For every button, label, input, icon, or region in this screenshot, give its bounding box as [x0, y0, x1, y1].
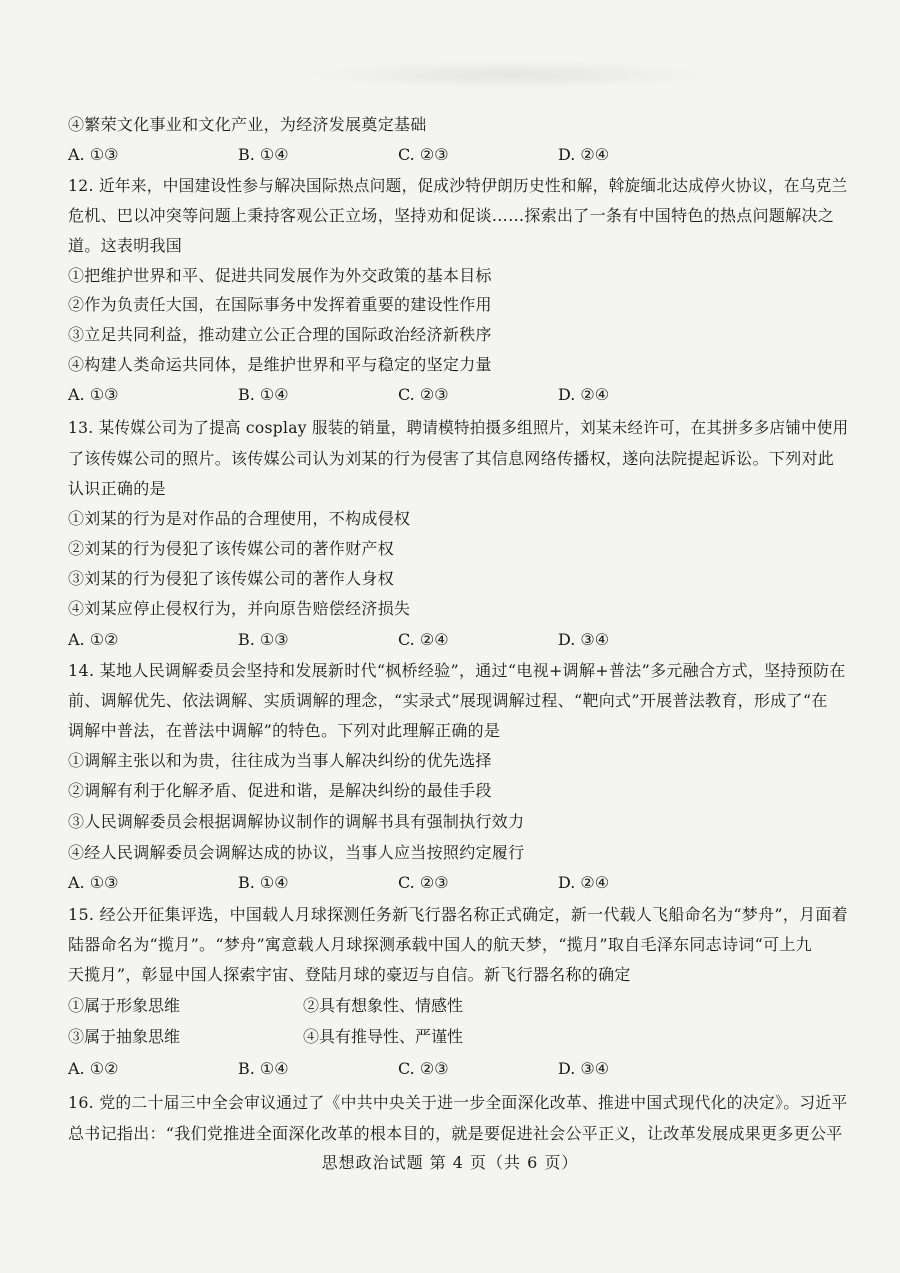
q16-stem-line-2: 总书记指出：“我们党推进全面深化改革的根本目的，就是要促进社会公平正义，让改革发展成果更多更公平 [68, 1124, 843, 1143]
q15-stem-line-2: 陆器命名为“揽月”。“梦舟”寓意载人月球探测承载中国人的航天梦，“揽月”取自毛泽东同志诗词“可上九 [68, 935, 812, 954]
choice-b: B. ①③ [238, 630, 289, 649]
q14-stem-line-1: 14. 某地人民调解委员会坚持和发展新时代“枫桥经验”，通过“电视+调解+普法”多元融合方式，坚持预防在 [68, 661, 846, 680]
q12-stem-line-3: 道。这表明我国 [68, 236, 183, 255]
choice-c: C. ②③ [398, 145, 449, 164]
q15-option-1: ①属于形象思维 [68, 996, 181, 1015]
choice-a: A. ①③ [68, 873, 119, 892]
q14-option-1: ①调解主张以和为贵，往往成为当事人解决纠纷的优先选择 [68, 751, 492, 770]
choice-a: A. ①② [68, 630, 119, 649]
q15-option-2: ②具有想象性、情感性 [303, 996, 464, 1015]
choice-c: C. ②③ [398, 1059, 449, 1078]
choice-d: D. ③④ [558, 630, 610, 649]
q14-choices [68, 873, 848, 893]
q14-stem-line-3: 调解中普法，在普法中调解”的特色。下列对此理解正确的是 [68, 721, 501, 740]
q15-option-row-2 [68, 1027, 848, 1047]
choice-c: C. ②④ [398, 630, 449, 649]
q16-stem-line-1: 16. 党的二十届三中全会审议通过了《中共中央关于进一步全面深化改革、推进中国式现代化的决定》。习近平 [68, 1093, 848, 1112]
q14-option-4: ④经人民调解委员会调解达成的协议，当事人应当按照约定履行 [68, 843, 525, 862]
q13-option-4: ④刘某应停止侵权行为，并向原告赔偿经济损失 [68, 599, 411, 618]
q13-choices [68, 630, 848, 650]
choice-b: B. ①④ [238, 873, 289, 892]
choice-b: B. ①④ [238, 145, 289, 164]
q13-option-3: ③刘某的行为侵犯了该传媒公司的著作人身权 [68, 569, 395, 588]
q14-option-3: ③人民调解委员会根据调解协议制作的调解书具有强制执行效力 [68, 812, 525, 831]
q12-stem-line-2: 危机、巴以冲突等问题上秉持客观公正立场，坚持劝和促谈……探索出了一条有中国特色的热点问题解决之 [68, 206, 835, 225]
q14-option-2: ②调解有利于化解矛盾、促进和谐，是解决纠纷的最佳手段 [68, 781, 492, 800]
choice-c: C. ②③ [398, 873, 449, 892]
choice-d: D. ②④ [558, 873, 610, 892]
q15-stem-line-3: 天揽月”，彰显中国人探索宇宙、登陆月球的豪迈与自信。新飞行器名称的确定 [68, 965, 631, 984]
q15-option-3: ③属于抽象思维 [68, 1027, 181, 1046]
q13-stem-line-2: 了该传媒公司的照片。该传媒公司认为刘某的行为侵害了其信息网络传播权，遂向法院提起诉讼。下列对此 [68, 449, 835, 468]
choice-a: A. ①③ [68, 385, 119, 404]
q15-option-row-1 [68, 996, 848, 1016]
q12-option-3: ③立足共同利益，推动建立公正合理的国际政治经济新秩序 [68, 325, 492, 344]
q12-option-2: ②作为负责任大国，在国际事务中发挥着重要的建设性作用 [68, 295, 492, 314]
q13-stem-line-1: 13. 某传媒公司为了提高 cosplay 服装的销量，聘请模特拍摄多组照片，刘某未经许可，在其拼多多店铺中使用 [68, 418, 849, 437]
choice-b: B. ①④ [238, 385, 289, 404]
q15-option-4: ④具有推导性、严谨性 [303, 1027, 464, 1046]
scan-smudge [300, 60, 720, 90]
prev-option-4: ④繁荣文化事业和文化产业，为经济发展奠定基础 [68, 115, 427, 134]
q15-stem-line-1: 15. 经公开征集评选，中国载人月球探测任务新飞行器名称正式确定，新一代载人飞船命名为“梦舟”，月面着 [68, 905, 848, 924]
choice-d: D. ③④ [558, 1059, 610, 1078]
q13-option-1: ①刘某的行为是对作品的合理使用，不构成侵权 [68, 509, 411, 528]
choice-a: A. ①② [68, 1059, 119, 1078]
choice-d: D. ②④ [558, 145, 610, 164]
q13-stem-line-3: 认识正确的是 [68, 479, 166, 498]
choice-a: A. ①③ [68, 145, 119, 164]
choice-d: D. ②④ [558, 385, 610, 404]
choice-b: B. ①④ [238, 1059, 289, 1078]
q12-choices [68, 385, 848, 405]
q12-option-4: ④构建人类命运共同体，是维护世界和平与稳定的坚定力量 [68, 355, 492, 374]
q15-choices [68, 1059, 848, 1079]
prev-choices [68, 145, 848, 165]
q13-option-2: ②刘某的行为侵犯了该传媒公司的著作财产权 [68, 539, 395, 558]
q12-stem-line-1: 12. 近年来，中国建设性参与解决国际热点问题，促成沙特伊朗历史性和解，斡旋缅北达成停火协议，在乌克兰 [68, 176, 848, 195]
choice-c: C. ②③ [398, 385, 449, 404]
q14-stem-line-2: 前、调解优先、依法调解、实质调解的理念，“实录式”展现调解过程、“靶向式”开展普法教育，形成了“在 [68, 691, 828, 710]
page-footer: 思想政治试题 第 4 页（共 6 页） [321, 1153, 579, 1172]
q12-option-1: ①把维护世界和平、促进共同发展作为外交政策的基本目标 [68, 266, 492, 285]
